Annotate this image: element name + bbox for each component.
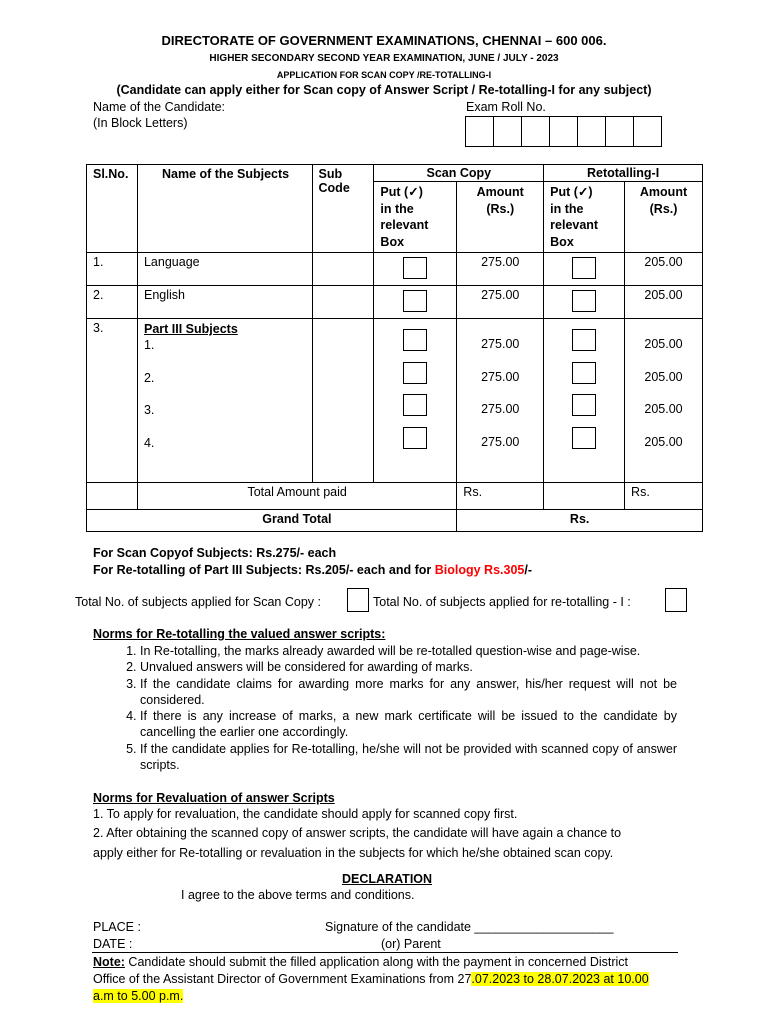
norms-retot-list bbox=[114, 643, 677, 773]
roll-digit-box[interactable] bbox=[605, 116, 634, 147]
th-scan-amount: Amount (Rs.) bbox=[457, 182, 544, 253]
tick-icon: ✓ bbox=[408, 185, 419, 199]
roll-digit-box[interactable] bbox=[465, 116, 494, 147]
row-sl: 2. bbox=[87, 286, 138, 319]
note-line-1: Note: Candidate should submit the filled application along with the payment in concerned District bbox=[93, 955, 629, 969]
parent-label: (or) Parent bbox=[381, 937, 441, 951]
total-row bbox=[87, 483, 703, 510]
declaration-text: I agree to the above terms and conditions. bbox=[181, 888, 415, 902]
subjects-table bbox=[86, 164, 703, 532]
part3-item: 4. bbox=[143, 435, 155, 450]
fee-scan: For Scan Copyof Subjects: Rs.275/- each bbox=[93, 546, 337, 560]
tick-icon: ✓ bbox=[577, 185, 589, 199]
reval-item-2a: 2. After obtaining the scanned copy of answer scripts, the candidate will have again a chance to bbox=[93, 826, 622, 840]
fee-retot: For Re-totalling of Part III Subjects: Rs.205/- each and for Biology Rs.305/- bbox=[93, 563, 532, 577]
th-scan-put: Put (✓) in the relevant Box bbox=[374, 182, 457, 253]
roll-digit-box[interactable] bbox=[521, 116, 550, 147]
th-retotalling: Retotalling-I bbox=[544, 165, 703, 182]
note-line-3: a.m to 5.00 p.m. bbox=[93, 989, 184, 1003]
norms-retot-title: Norms for Re-totalling the valued answer scripts: bbox=[93, 627, 386, 641]
retot-count-box[interactable] bbox=[665, 588, 687, 612]
header-application: APPLICATION FOR SCAN COPY /RE-TOTALLING-I bbox=[276, 70, 492, 80]
row-sl: 1. bbox=[87, 253, 138, 286]
th-slno: Sl.No. bbox=[87, 165, 138, 253]
exam-roll-label: Exam Roll No. bbox=[466, 100, 546, 114]
th-subcode: Sub Code bbox=[312, 165, 374, 253]
scan-count-label: Total No. of subjects applied for Scan Copy : bbox=[75, 595, 321, 609]
row-subject: Language bbox=[137, 253, 312, 286]
scan-checkbox[interactable] bbox=[403, 329, 427, 351]
scan-checkbox[interactable] bbox=[403, 427, 427, 449]
retot-count-label: Total No. of subjects applied for re-totalling - I : bbox=[373, 595, 631, 609]
reval-item-1: 1. To apply for revaluation, the candidate should apply for scanned copy first. bbox=[93, 807, 518, 821]
block-letters-label: (In Block Letters) bbox=[93, 116, 188, 130]
roll-digit-box[interactable] bbox=[633, 116, 662, 147]
scan-amount: 275.00 bbox=[481, 434, 520, 449]
scan-amount: 275.00 bbox=[481, 369, 520, 384]
row-subject: English bbox=[137, 286, 312, 319]
retot-amount: 205.00 bbox=[644, 337, 683, 351]
grand-total-label: Grand Total bbox=[137, 510, 456, 532]
header-exam: HIGHER SECONDARY SECOND YEAR EXAMINATION, JUNE / JULY - 2023 bbox=[209, 53, 559, 64]
th-subjects: Name of the Subjects bbox=[137, 165, 312, 253]
retot-checkbox[interactable] bbox=[572, 257, 596, 279]
list-item: 3. If the candidate claims for awarding more marks for any answer, his/her request will not be considered. bbox=[140, 676, 677, 709]
roll-digit-box[interactable] bbox=[577, 116, 606, 147]
part3-title: Part III Subjects bbox=[143, 322, 238, 336]
table-row bbox=[87, 253, 703, 286]
th-retot-amount: Amount (Rs.) bbox=[625, 182, 703, 253]
retot-checkbox[interactable] bbox=[572, 290, 596, 312]
scan-amount: 275.00 bbox=[457, 286, 544, 319]
header-title: DIRECTORATE OF GOVERNMENT EXAMINATIONS, CHENNAI – 600 006. bbox=[161, 33, 607, 48]
row-sl: 3. bbox=[87, 319, 138, 483]
retot-amount: 205.00 bbox=[644, 402, 683, 416]
part3-item: 2. bbox=[143, 370, 155, 385]
norms-reval-title: Norms for Revaluation of answer Scripts bbox=[93, 791, 335, 805]
list-item: 1. In Re-totalling, the marks already awarded will be re-totalled question-wise and page-wise. bbox=[140, 643, 677, 659]
scan-checkbox[interactable] bbox=[403, 290, 427, 312]
roll-digit-box[interactable] bbox=[493, 116, 522, 147]
place-label: PLACE : bbox=[93, 920, 141, 934]
scan-checkbox[interactable] bbox=[403, 362, 427, 384]
retot-amount: 205.00 bbox=[644, 369, 683, 384]
scan-checkbox[interactable] bbox=[403, 394, 427, 416]
declaration-title: DECLARATION bbox=[342, 872, 433, 886]
scan-total[interactable]: Rs. bbox=[457, 483, 544, 510]
scan-amount: 275.00 bbox=[457, 253, 544, 286]
retot-amount: 205.00 bbox=[625, 286, 703, 319]
scan-count-box[interactable] bbox=[347, 588, 369, 612]
retot-total[interactable]: Rs. bbox=[625, 483, 703, 510]
header-instruction: (Candidate can apply either for Scan copy of Answer Script / Re-totalling-I for any subject) bbox=[116, 83, 652, 97]
grand-total-value[interactable]: Rs. bbox=[457, 510, 703, 532]
reval-item-2b: apply either for Re-totalling or revaluation in the subjects for which he/she obtained scan copy. bbox=[93, 846, 614, 860]
table-row-part3 bbox=[87, 319, 703, 483]
row-subcode[interactable] bbox=[312, 319, 374, 483]
retot-amount: 205.00 bbox=[644, 434, 683, 449]
retot-checkbox[interactable] bbox=[572, 427, 596, 449]
grand-total-row bbox=[87, 510, 703, 532]
retot-amount: 205.00 bbox=[625, 253, 703, 286]
part3-item: 3. bbox=[143, 403, 155, 417]
scan-amount: 275.00 bbox=[481, 402, 520, 416]
note-line-2: Office of the Assistant Director of Government Examinations from 27.07.2023 to 28.07.2023 at 10.00 bbox=[93, 972, 649, 986]
roll-number-boxes[interactable] bbox=[466, 116, 662, 147]
row-subcode[interactable] bbox=[312, 286, 374, 319]
scan-checkbox[interactable] bbox=[403, 257, 427, 279]
total-label: Total Amount paid bbox=[137, 483, 456, 510]
list-item: 2. Unvalued answers will be considered for awarding of marks. bbox=[140, 659, 677, 675]
retot-checkbox[interactable] bbox=[572, 394, 596, 416]
list-item: 5. If the candidate applies for Re-totalling, he/she will not be provided with scanned copy of answer scripts. bbox=[140, 741, 677, 774]
retot-checkbox[interactable] bbox=[572, 329, 596, 351]
table-row bbox=[87, 286, 703, 319]
list-item: 4. If there is any increase of marks, a new mark certificate will be issued to the candidate by cancelling the earlier one accordingly. bbox=[140, 708, 677, 741]
date-label: DATE : bbox=[93, 937, 133, 951]
scan-amount: 275.00 bbox=[481, 337, 520, 351]
candidate-name-label: Name of the Candidate: bbox=[93, 100, 226, 114]
retot-checkbox[interactable] bbox=[572, 362, 596, 384]
th-retot-put: Put (✓) in the relevant Box bbox=[544, 182, 625, 253]
row-subcode[interactable] bbox=[312, 253, 374, 286]
roll-digit-box[interactable] bbox=[549, 116, 578, 147]
th-scan-copy: Scan Copy bbox=[374, 165, 544, 182]
part3-item: 1. bbox=[143, 338, 155, 352]
signature-line: Signature of the candidate ____________________ bbox=[325, 920, 614, 934]
